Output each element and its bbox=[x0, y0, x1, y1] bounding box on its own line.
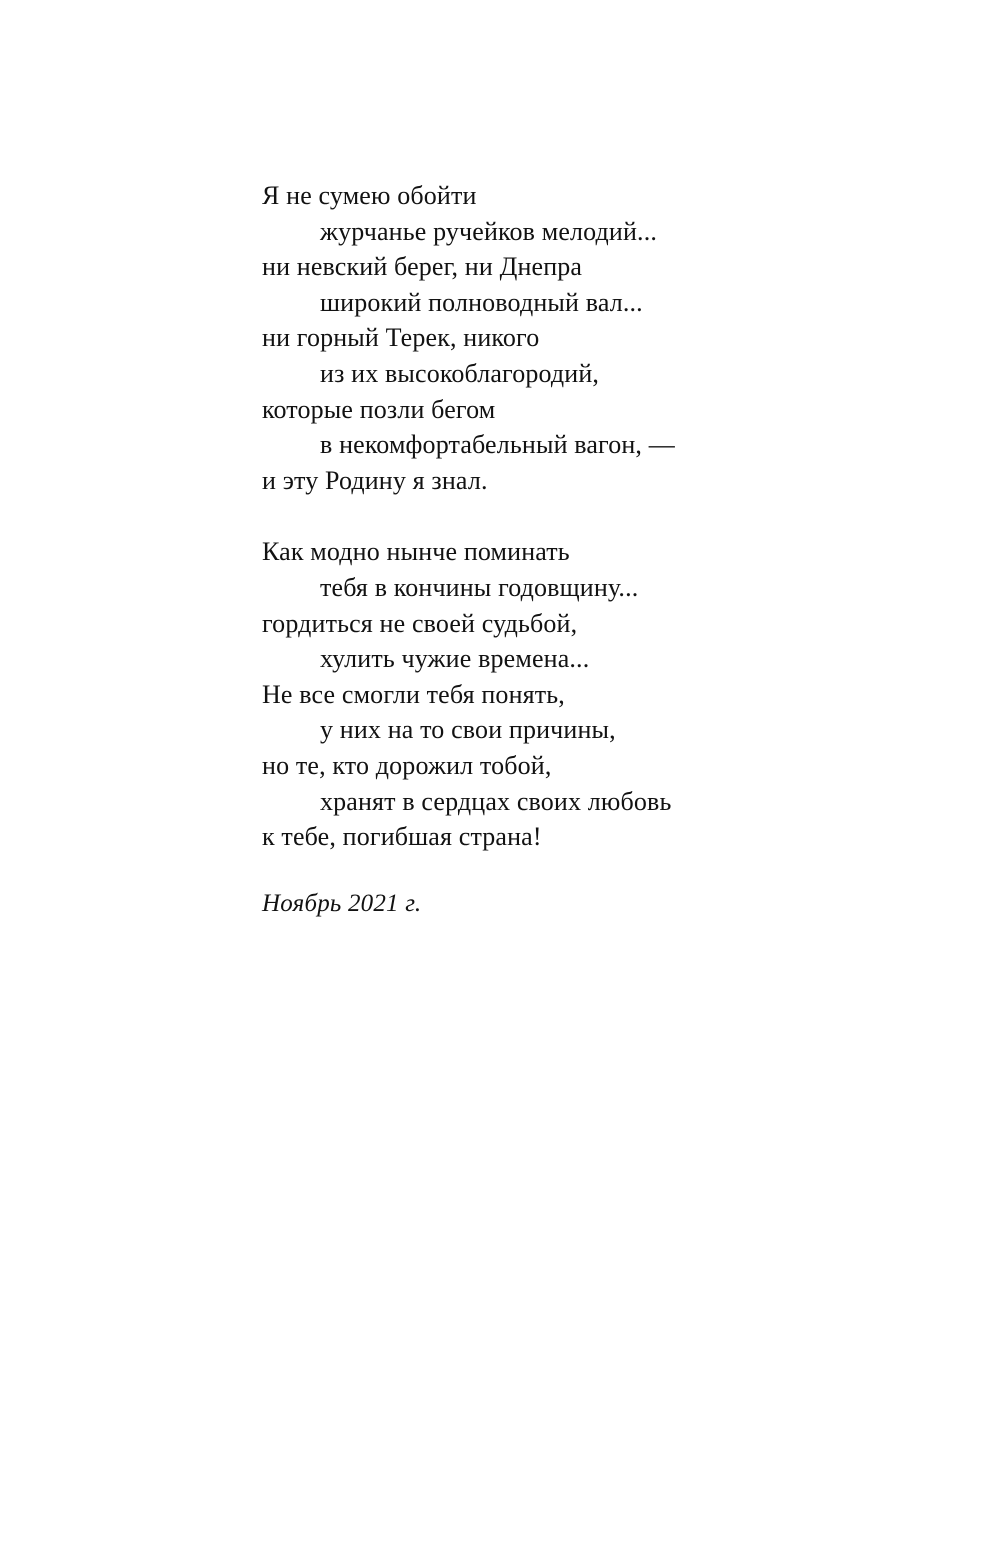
poem-line: тебя в кончины годовщину... bbox=[320, 572, 639, 602]
poem-line: которые позли бегом bbox=[262, 394, 496, 424]
poem-line: у них на то свои причины, bbox=[320, 715, 616, 745]
poem-line: ни горный Терек, никого bbox=[262, 323, 540, 353]
poem-date: Ноябрь 2021 г. bbox=[262, 890, 422, 917]
poem-line: ни невский берег, ни Днепра bbox=[262, 252, 583, 282]
poem-stanza bbox=[262, 534, 862, 854]
poem-line: в некомфортабельный вагон, — bbox=[320, 430, 675, 460]
poem-line: но те, кто дорожил тобой, bbox=[262, 750, 552, 780]
poem-line: Я не сумею обойти bbox=[262, 181, 477, 210]
poem-line: гордиться не своей судьбой, bbox=[262, 608, 578, 638]
poem-stanza bbox=[262, 178, 862, 498]
poem-line: Как модно нынче поминать bbox=[262, 537, 570, 567]
poem-line: хранят в сердцах своих любовь bbox=[320, 786, 672, 816]
poem-line: Не все смогли тебя понять, bbox=[262, 679, 565, 709]
poem-line: из их высокоблагородий, bbox=[320, 358, 600, 388]
poem-line: широкий полноводный вал... bbox=[320, 287, 643, 317]
poem-line: к тебе, погибшая страна! bbox=[262, 822, 542, 852]
poem-text bbox=[262, 178, 862, 855]
poem-line: журчанье ручейков мелодий... bbox=[320, 216, 657, 246]
poem-line: и эту Родину я знал. bbox=[262, 465, 488, 495]
poem-line: хулить чужие времена... bbox=[320, 644, 590, 674]
